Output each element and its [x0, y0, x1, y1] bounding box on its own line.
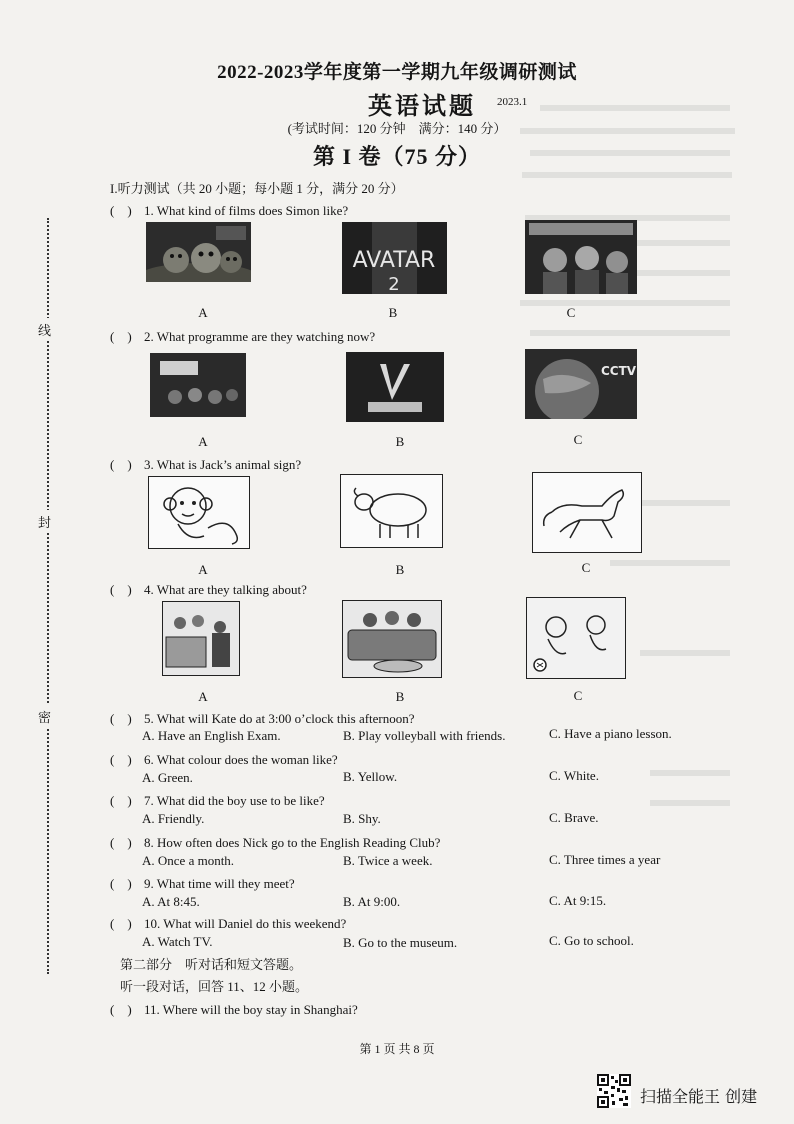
film-avatar-image — [342, 222, 447, 294]
monkey-picture — [148, 476, 250, 549]
answer-blank[interactable]: ( ) — [110, 835, 132, 850]
question-10: ( ) 10. What will Daniel do this weekend? — [110, 913, 346, 932]
q9-option-b: B. At 9:00. — [343, 894, 401, 909]
binding-mark-bottom: 密 — [38, 705, 51, 728]
q3-label-b: B — [395, 562, 405, 577]
question-8: ( ) 8. How often does Nick go to the English Reading Club? — [110, 832, 440, 851]
question-11: ( ) 11. Where will the boy stay in Shanghai? — [110, 999, 358, 1018]
q5-option-a: A. Have an English Exam. — [142, 728, 281, 743]
q7-option-c: C. Brave. — [549, 810, 599, 825]
question-5: ( ) 5. What will Kate do at 3:00 o’clock this afternoon? — [110, 708, 415, 727]
q4-label-b: B — [395, 689, 405, 704]
q3-label-a: A — [198, 562, 208, 577]
cctv-logo-text: CCTV — [601, 364, 637, 378]
answer-blank[interactable]: ( ) — [110, 752, 132, 767]
avatar-poster-text: AVATAR — [352, 248, 436, 273]
shopping-scene-picture — [162, 601, 240, 676]
sheep-picture — [340, 474, 443, 548]
football-scene-picture — [526, 597, 626, 679]
page-footer: 第 1 页 共 8 页 — [359, 1042, 435, 1056]
exam-title: 2022-2023学年度第一学期九年级调研测试 — [217, 62, 577, 83]
q8-option-a: A. Once a month. — [142, 853, 235, 868]
answer-blank[interactable]: ( ) — [110, 793, 132, 808]
question-1: ( ) 1. What kind of films does Simon like? — [110, 200, 348, 219]
q2-label-a: A — [198, 434, 208, 449]
q7-option-b: B. Shy. — [343, 811, 381, 826]
q4-label-a: A — [198, 689, 208, 704]
sofa-scene-picture — [342, 600, 442, 678]
q1-label-a: A — [198, 305, 208, 320]
exam-info: (考试时间：120 分钟 满分：140 分） — [287, 121, 507, 136]
exam-date: 2023.1 — [497, 96, 528, 108]
q10-option-c: C. Go to school. — [549, 933, 634, 948]
q6-option-b: B. Yellow. — [343, 769, 398, 784]
q2-label-c: C — [573, 432, 583, 447]
part2-heading: 第二部分 听对话和短文答题。 — [120, 957, 303, 972]
film-animation-image — [146, 222, 251, 282]
q10-option-b: B. Go to the museum. — [343, 935, 458, 950]
q1-label-c: C — [566, 305, 576, 320]
q6-option-c: C. White. — [549, 768, 599, 783]
qr-code-icon — [597, 1074, 631, 1108]
programme-image-a — [150, 353, 246, 417]
q5-option-c: C. Have a piano lesson. — [549, 726, 672, 741]
answer-blank[interactable]: ( ) — [110, 916, 132, 931]
q4-label-c: C — [573, 688, 583, 703]
q3-label-c: C — [581, 560, 591, 575]
answer-blank[interactable]: ( ) — [110, 1002, 132, 1017]
answer-blank[interactable]: ( ) — [110, 582, 132, 597]
q8-option-b: B. Twice a week. — [343, 853, 433, 868]
horse-picture — [532, 472, 642, 553]
answer-blank[interactable]: ( ) — [110, 711, 132, 726]
answer-blank[interactable]: ( ) — [110, 329, 132, 344]
answer-blank[interactable]: ( ) — [110, 876, 132, 891]
binding-mark-middle: 封 — [38, 510, 51, 533]
programme-image-c — [525, 349, 637, 419]
volume-title: 第 I 卷（75 分） — [312, 144, 482, 169]
q2-label-b: B — [395, 434, 405, 449]
question-9: ( ) 9. What time will they meet? — [110, 873, 295, 892]
scanner-watermark: 扫描全能王 创建 — [640, 1087, 758, 1106]
q7-option-a: A. Friendly. — [142, 811, 205, 826]
subject-title: 英语试题 — [368, 94, 476, 120]
question-6: ( ) 6. What colour does the woman like? — [110, 749, 338, 768]
q5-option-b: B. Play volleyball with friends. — [343, 728, 506, 743]
film-action-image — [525, 220, 637, 294]
binding-mark-top: 线 — [38, 318, 51, 341]
programme-image-b — [346, 352, 444, 422]
part1-heading: I.听力测试（共 20 小题；每小题 1 分，满分 20 分） — [110, 181, 404, 196]
q8-option-c: C. Three times a year — [549, 852, 661, 867]
answer-blank[interactable]: ( ) — [110, 203, 132, 218]
avatar-poster-number: 2 — [388, 274, 400, 294]
answer-blank[interactable]: ( ) — [110, 457, 132, 472]
q9-option-c: C. At 9:15. — [549, 893, 607, 908]
question-3: ( ) 3. What is Jack’s animal sign? — [110, 454, 301, 473]
question-2: ( ) 2. What programme are they watching now? — [110, 326, 375, 345]
part2-instruction: 听一段对话，回答 11、12 小题。 — [120, 979, 309, 994]
question-7: ( ) 7. What did the boy use to be like? — [110, 790, 325, 809]
q10-option-a: A. Watch TV. — [142, 934, 213, 949]
q6-option-a: A. Green. — [142, 770, 193, 785]
question-4: ( ) 4. What are they talking about? — [110, 579, 307, 598]
q1-label-b: B — [388, 305, 398, 320]
q9-option-a: A. At 8:45. — [142, 894, 200, 909]
